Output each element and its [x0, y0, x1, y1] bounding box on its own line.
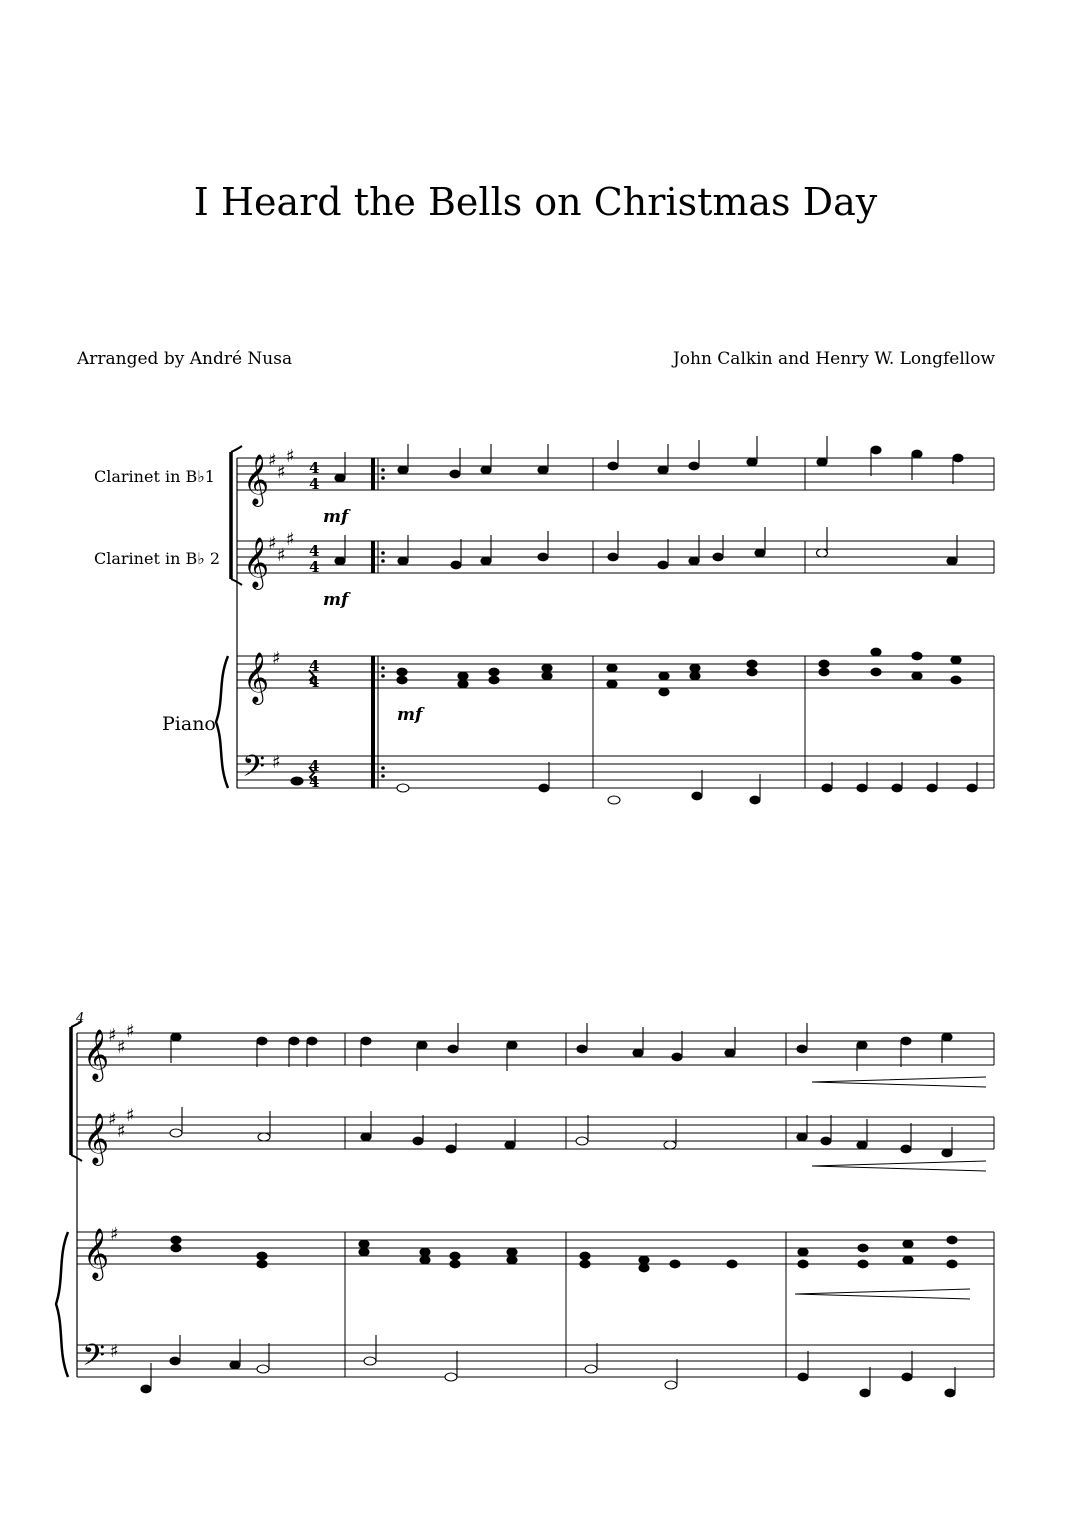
sharp-icon: ♯	[277, 462, 286, 483]
sharp-icon: ♯	[286, 529, 295, 550]
sharp-icon: ♯	[110, 1341, 119, 1362]
clefs-system-1	[242, 446, 319, 791]
sharp-icon: ♯	[286, 446, 295, 467]
sharp-icon: ♯	[126, 1021, 135, 1042]
svg-text:4: 4	[309, 475, 320, 493]
sharp-icon: ♯	[268, 533, 277, 554]
svg-text:4: 4	[309, 773, 320, 791]
sharp-icon: ♯	[126, 1105, 135, 1126]
treble-clef-icon: 𝄞	[243, 652, 270, 703]
svg-text:4: 4	[309, 757, 320, 775]
treble-clef-icon: 𝄞	[83, 1113, 110, 1164]
dynamic-mf: mf	[323, 507, 349, 527]
staff-clarinet-2	[77, 1117, 994, 1149]
instrument-label-clarinet-2: Clarinet in B♭ 2	[94, 549, 221, 568]
svg-text:4: 4	[309, 542, 320, 560]
instrument-label-piano: Piano	[162, 713, 216, 735]
svg-text:4: 4	[309, 459, 320, 477]
staff-piano-treble	[77, 1232, 994, 1264]
clefs-system-2	[82, 1021, 135, 1380]
svg-text:4: 4	[309, 657, 320, 675]
piano-brace	[56, 1232, 68, 1377]
composer-credit: John Calkin and Henry W. Longfellow	[672, 349, 995, 369]
arranger-credit: Arranged by André Nusa	[77, 349, 293, 369]
crescendo-hairpin	[795, 1077, 986, 1299]
repeat-start	[373, 458, 378, 788]
dynamic-mf: mf	[323, 590, 349, 610]
sharp-icon: ♯	[108, 1025, 117, 1046]
sharp-icon: ♯	[277, 545, 286, 566]
bass-clef-icon: 𝄢	[242, 750, 266, 791]
svg-text:4: 4	[309, 673, 320, 691]
sharp-icon: ♯	[268, 450, 277, 471]
staff-piano-bass	[237, 756, 994, 788]
treble-clef-icon: 𝄞	[83, 1228, 110, 1279]
svg-text:4: 4	[309, 558, 320, 576]
sharp-icon: ♯	[272, 752, 281, 773]
sharp-icon: ♯	[110, 1224, 119, 1245]
staff-piano-bass	[77, 1345, 994, 1377]
dynamic-mf: mf	[397, 705, 423, 725]
sharp-icon: ♯	[117, 1037, 126, 1058]
treble-clef-icon: 𝄞	[83, 1029, 110, 1080]
system-1	[216, 446, 994, 788]
page-title: I Heard the Bells on Christmas Day	[193, 180, 878, 224]
piano-brace	[216, 656, 228, 788]
instrument-label-clarinet-1: Clarinet in B♭1	[94, 467, 215, 486]
treble-clef-icon: 𝄞	[243, 454, 270, 505]
notes-system-2	[141, 1023, 957, 1397]
sharp-icon: ♯	[272, 648, 281, 669]
bass-clef-icon: 𝄢	[82, 1339, 106, 1380]
measure-number: 4	[76, 1011, 85, 1026]
notes-system-1	[291, 436, 977, 804]
system-2	[56, 1021, 994, 1377]
sharp-icon: ♯	[108, 1109, 117, 1130]
treble-clef-icon: 𝄞	[243, 537, 270, 588]
sharp-icon: ♯	[117, 1121, 126, 1142]
